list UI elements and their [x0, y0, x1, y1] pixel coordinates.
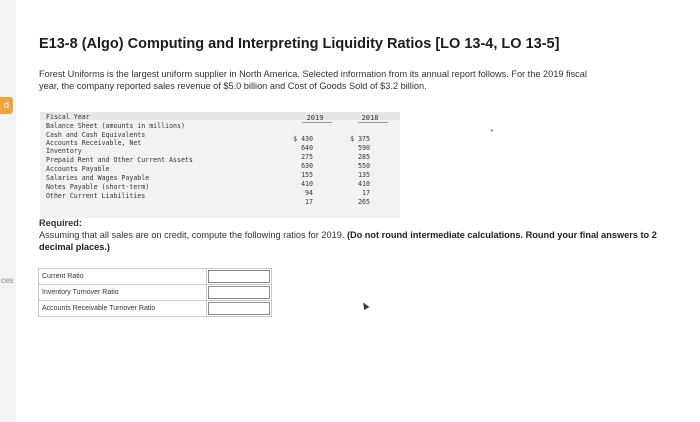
year-2018-divider — [358, 122, 388, 123]
intro-line-1: Forest Uniforms is the largest uniform supplier in North America. Selected information from its annual report follows. For the 2019 fiscal — [39, 69, 587, 79]
accounts-payable-2019: 155 — [301, 171, 313, 179]
intro-line-2: year, the company reported sales revenue of $5.0 billion and Cost of Goods Sold of $3.2 billion. — [39, 81, 427, 91]
row-label-salaries: Salaries and Wages Payable — [46, 174, 150, 182]
row-label-balance-sheet: Balance Sheet (amounts in millions) — [46, 122, 185, 130]
row-label-receivables: Accounts Receivable, Net — [46, 139, 142, 147]
required-heading: Required: — [39, 218, 82, 228]
year-2018-header: 2018 — [361, 114, 379, 122]
required-section — [39, 217, 659, 253]
left-rail — [0, 0, 16, 422]
problem-title: E13-8 (Algo) Computing and Interpreting Liquidity Ratios [LO 13-4, LO 13-5] — [39, 36, 560, 52]
balance-sheet-table — [40, 112, 400, 218]
cash-2018: $ 375 — [350, 135, 370, 143]
year-2019-header: 2019 — [306, 114, 324, 122]
accounts-payable-2018: 135 — [358, 171, 370, 179]
answer-row-ar-turnover — [39, 301, 272, 317]
receivables-2019: 640 — [301, 144, 313, 152]
cash-2019: $ 430 — [293, 135, 313, 143]
notes-payable-2019: 94 — [305, 189, 313, 197]
sidebar-tab-glyph: d — [3, 100, 9, 110]
mouse-cursor-icon: ● — [490, 128, 494, 134]
row-label-cash: Cash and Cash Equivalents — [46, 131, 146, 139]
year-2019-divider — [302, 122, 332, 123]
row-label-other-liabilities: Other Current Liabilities — [46, 192, 146, 200]
sidebar-tab[interactable] — [0, 97, 13, 114]
salaries-2019: 410 — [301, 180, 313, 188]
receivables-2018: 590 — [358, 144, 370, 152]
table-header-row — [40, 112, 400, 120]
notes-payable-2018: 17 — [362, 189, 370, 197]
current-ratio-label: Current Ratio — [39, 269, 207, 285]
row-label-inventory: Inventory — [46, 147, 82, 155]
inventory-turnover-label: Inventory Turnover Ratio — [39, 285, 207, 301]
required-text: Assuming that all sales are on credit, compute the following ratios for 2019. — [39, 230, 345, 240]
row-label-accounts-payable: Accounts Payable — [46, 165, 110, 173]
row-label-prepaid: Prepaid Rent and Other Current Assets — [46, 156, 193, 164]
inventory-2019: 275 — [301, 153, 313, 161]
ar-turnover-input[interactable] — [208, 302, 270, 315]
answer-row-inventory-turnover — [39, 285, 272, 301]
prepaid-2019: 630 — [301, 162, 313, 170]
mouse-pointer-icon — [361, 301, 370, 310]
inventory-2018: 285 — [358, 153, 370, 161]
required-rounding-note: (Do not round intermediate calculations. Round your final answers to 2 decimal places.) — [39, 230, 657, 252]
inventory-turnover-input[interactable] — [208, 286, 270, 299]
other-liabilities-2018: 265 — [358, 198, 370, 206]
salaries-2018: 410 — [358, 180, 370, 188]
prepaid-2018: 550 — [358, 162, 370, 170]
answer-table — [38, 268, 272, 317]
other-liabilities-2019: 17 — [305, 198, 313, 206]
fiscal-year-label: Fiscal Year — [46, 113, 90, 121]
problem-intro — [39, 68, 679, 92]
sidebar-text-fragment: ces — [1, 276, 14, 285]
row-label-notes-payable: Notes Payable (short-term) — [46, 183, 150, 191]
current-ratio-input[interactable] — [208, 270, 270, 283]
answer-row-current-ratio — [39, 269, 272, 285]
ar-turnover-label: Accounts Receivable Turnover Ratio — [39, 301, 207, 317]
